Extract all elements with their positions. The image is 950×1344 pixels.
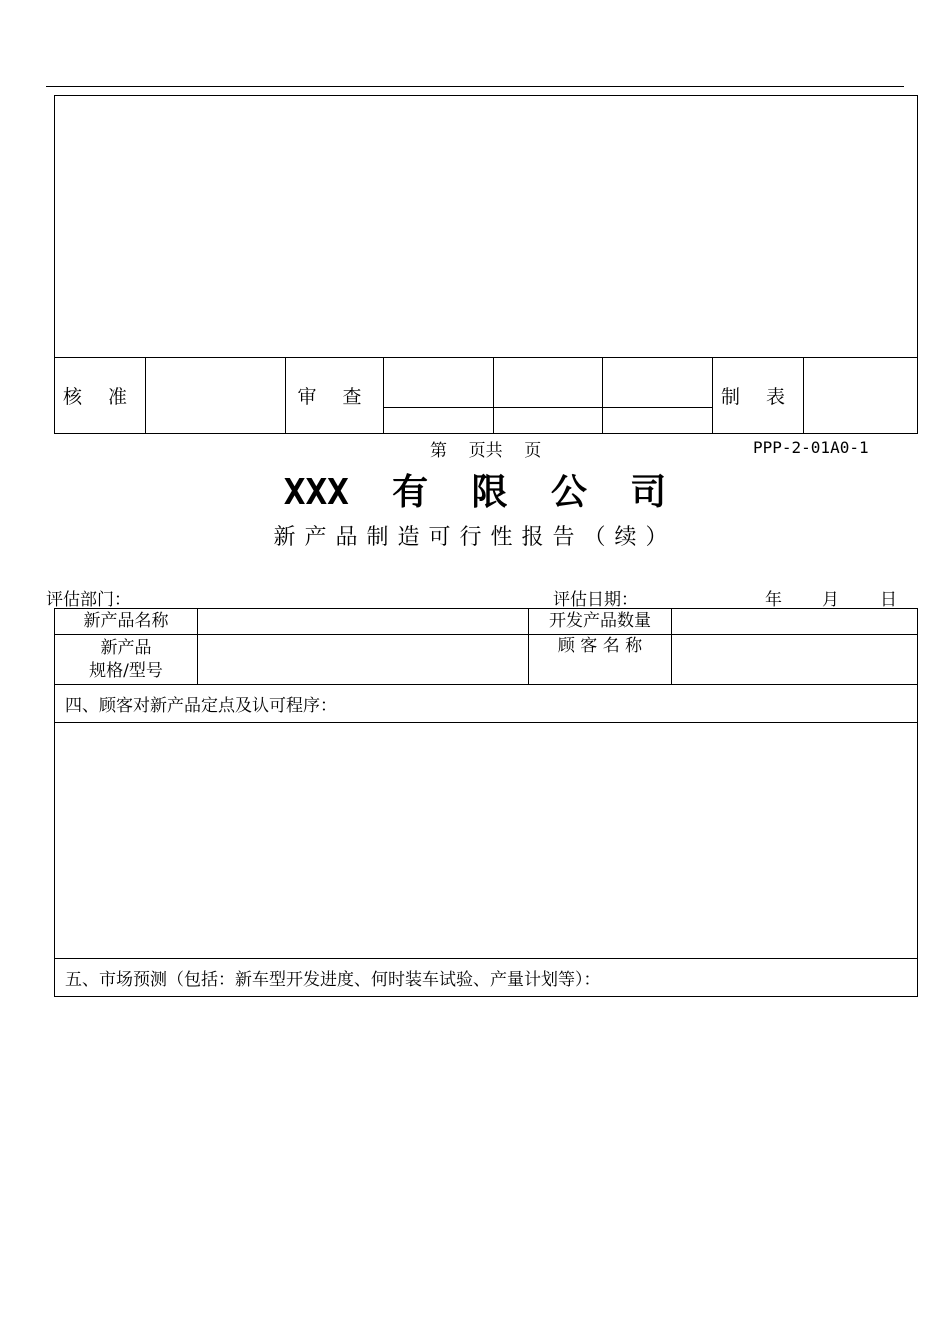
review-cell-2[interactable] [494, 358, 603, 408]
date-label: 评估日期： [553, 590, 638, 610]
section-5-heading: 五、市场预测（包括：新车型开发进度、何时装车试验、产量计划等）： [55, 959, 918, 997]
spec-label-line1: 新产品 [100, 637, 152, 658]
info-table [54, 608, 918, 997]
review-date-3[interactable] [603, 408, 713, 434]
approve-signature[interactable] [146, 358, 286, 434]
top-rule [46, 86, 904, 87]
prepare-signature[interactable] [804, 358, 918, 434]
year-label: 年 [765, 590, 782, 610]
page-number: 第 页共 页 [430, 441, 542, 461]
document-code: PPP-2-01A0-1 [753, 438, 869, 457]
spec-label [55, 635, 198, 685]
customer-field[interactable] [672, 635, 918, 685]
month-label: 月 [822, 590, 839, 610]
spec-field[interactable] [198, 635, 529, 685]
content-area[interactable] [55, 96, 918, 358]
product-name-field[interactable] [198, 609, 529, 635]
review-date-2[interactable] [494, 408, 603, 434]
review-date-1[interactable] [384, 408, 494, 434]
product-name-label: 新产品名称 [55, 609, 198, 635]
customer-label: 顾 客 名 称 [529, 635, 672, 685]
dept-label: 评估部门： [46, 590, 131, 610]
dev-qty-field[interactable] [672, 609, 918, 635]
spec-label-line2: 规格/型号 [89, 660, 163, 681]
review-cell-1[interactable] [384, 358, 494, 408]
report-title: 新产品制造可行性报告（续） [273, 525, 677, 550]
approval-table [54, 95, 918, 434]
section-4-heading: 四、顾客对新产品定点及认可程序： [55, 685, 918, 723]
dev-qty-label: 开发产品数量 [529, 609, 672, 635]
approve-label: 核 准 [55, 358, 146, 434]
section-4-content[interactable] [55, 723, 918, 959]
prepare-label: 制 表 [713, 358, 804, 434]
review-label: 审 查 [286, 358, 384, 434]
company-name: XXX 有 限 公 司 [283, 472, 667, 513]
day-label: 日 [880, 590, 897, 610]
review-cell-3[interactable] [603, 358, 713, 408]
